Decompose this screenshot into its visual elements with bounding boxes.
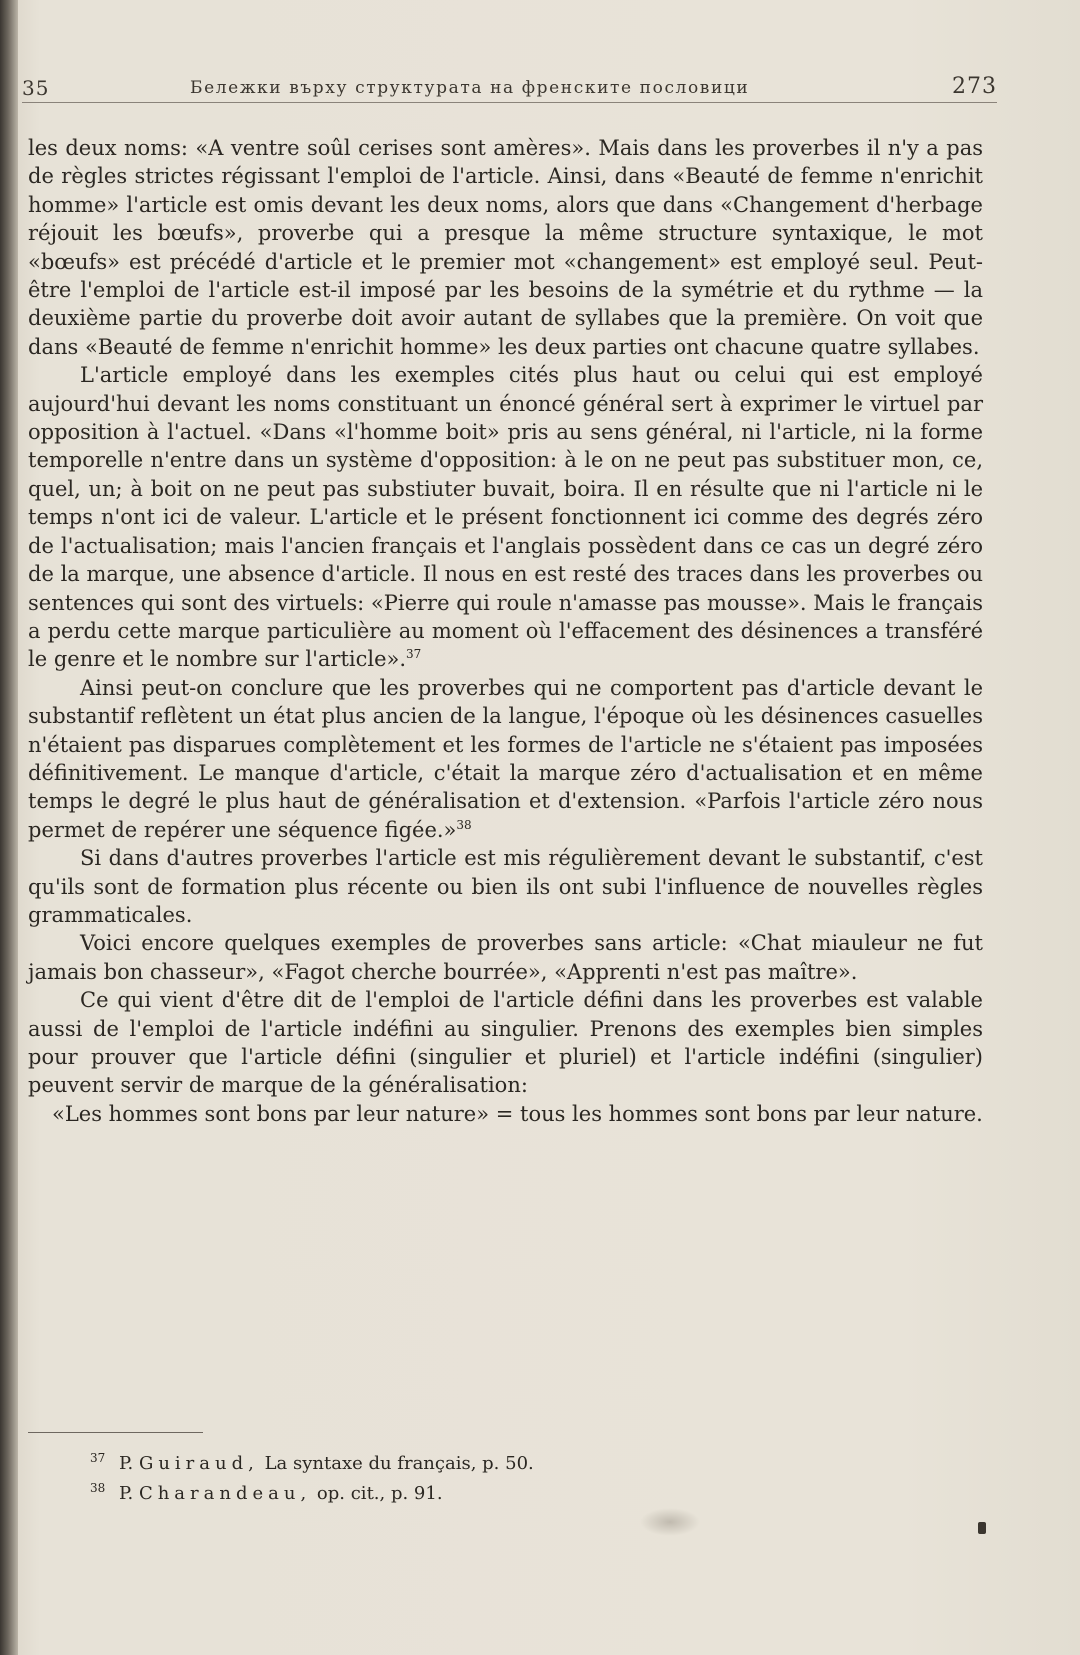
page-number: 273 [952, 74, 997, 99]
footnote-initial: P. [119, 1453, 134, 1474]
paragraph-7: «Les hommes sont bons par leur nature» = tous les hommes sont bons par leur nature. [52, 1101, 983, 1126]
ink-smudge [640, 1508, 700, 1536]
paragraph-6: Ce qui vient d'être dit de l'emploi de l'article défini dans les proverbes est valable aussi de l'emploi de l'article indéfini au singulier. Prenons des exemples bien simples pour prouver que l'article défini (singulier et pluriel) et l'article indéfini (singulier) peuvent servir de marque de la généralisation: [28, 988, 983, 1098]
paragraph-5: Voici encore quelques exemples de proverbes sans article: «Chat miauleur ne fut jamais bon chasseur», «Fagot cherche bourrée», «Apprenti n'est pas maître». [28, 931, 983, 984]
header-rule [22, 102, 997, 103]
paragraph-3 [28, 674, 983, 844]
paragraph-2-text: L'article employé dans les exemples cités plus haut ou celui qui est employé aujourd'hui devant les noms constituant un énoncé général sert à exprimer le virtuel par opposition à l'actuel. «Dans «l'homme boit» pris au sens général, ni l'article, ni la forme temporelle n'entre dans un système d'opposition: à le on ne peut pas substituer mon, ce, quel, un; à boit on ne peut pas substiuter buvait, boira. Il en résulte que ni l'article ni le temps n'ont ici de valeur. L'article et le présent fonctionnent ici comme des degrés zéro de l'actualisation; mais l'ancien français et l'anglais possèdent dans ce cas un degré zéro de la marque, une absence d'article. Il nous en est resté des traces dans les proverbes ou sentences qui sont des virtuels: «Pierre qui roule n'amasse pas mousse». Mais le français a perdu cette marque particulière au moment où l'effacement des désinences a transféré le genre et le nombre sur l'article». [28, 363, 983, 672]
footnote-initial: P. [119, 1483, 134, 1504]
footnote-text: op. cit., p. 91. [316, 1483, 443, 1504]
paragraph-2 [28, 361, 983, 673]
chapter-number: 35 [22, 76, 50, 100]
footnote-author: Charandeau, [138, 1483, 312, 1504]
footnote-ref-37: 37 [406, 647, 422, 662]
footnote-number: 38 [90, 1481, 106, 1495]
footnote-rule [28, 1432, 203, 1433]
paragraph-4: Si dans d'autres proverbes l'article est mis régulièrement devant le substantif, c'est qu'ils sont de formation plus récente ou bien ils ont subi l'influence de nouvelles règles grammaticales. [28, 846, 983, 927]
ink-mark [978, 1522, 986, 1534]
paragraph-3-text: Ainsi peut-on conclure que les proverbes qui ne comportent pas d'article devant le substantif reflètent un état plus ancien de la langue, l'époque où les désinences casuelles n'étaient pas disparues complètement et les formes de l'article ne s'étaient pas imposées définitivement. Le manque d'article, c'était la marque zéro d'actualisation et en même temps le degré le plus haut de généralisation et d'extension. «Parfois l'article zéro nous permet de repérer une séquence figée.» [28, 675, 983, 842]
footnote-author: Guiraud, [138, 1453, 259, 1474]
footnotes [90, 1446, 790, 1506]
footnote-text: La syntaxe du français, p. 50. [264, 1453, 534, 1474]
footnote-37 [90, 1446, 790, 1476]
running-header [22, 74, 997, 104]
footnote-38 [90, 1476, 790, 1506]
footnote-ref-38: 38 [456, 817, 472, 832]
footnote-number: 37 [90, 1451, 106, 1465]
running-title: Бележки върху структурата на френските пословици [190, 78, 750, 98]
paragraph-1: les deux noms: «A ventre soûl cerises sont amères». Mais dans les proverbes il n'y a pas de règles strictes régissant l'emploi de l'article. Ainsi, dans «Beauté de femme n'enrichit homme» l'article est omis devant les deux noms, alors que dans «Changement d'herbage réjouit les bœufs», proverbe qui a presque la même structure syntaxique, le mot «bœufs» est précédé d'article et le premier mot «changement» est employé seul. Peut-être l'emploi de l'article est-il imposé par les besoins de la symétrie et du rythme — la deuxième partie du proverbe doit avoir autant de syllabes que la première. On voit que dans «Beauté de femme n'enrichit homme» les deux parties ont chacune quatre syllabes. [28, 136, 983, 359]
binding-edge [0, 0, 18, 1655]
body-text [28, 134, 983, 1128]
